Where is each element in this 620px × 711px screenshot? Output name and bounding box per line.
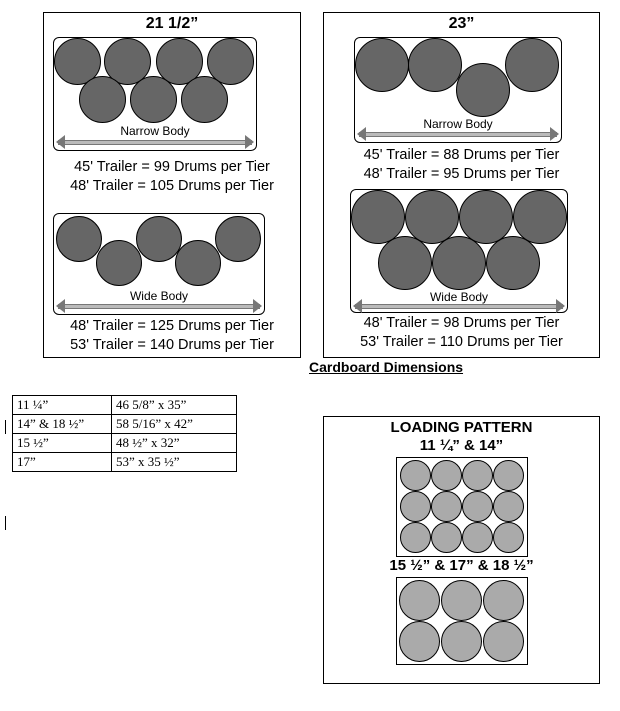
drum (486, 236, 540, 290)
drum (431, 491, 462, 522)
drum (505, 38, 559, 92)
panel-title: 23” (448, 15, 475, 32)
loading-pattern-panel (323, 416, 600, 684)
drum (405, 190, 459, 244)
drum (493, 491, 524, 522)
trailer-capacity: 53' Trailer = 110 Drums per Tier (360, 334, 563, 350)
narrow-body-diagram (354, 37, 562, 143)
trailer-capacity: 48' Trailer = 95 Drums per Tier (363, 166, 560, 182)
large-drum-grid (396, 577, 528, 665)
drum (483, 621, 524, 662)
table-row (13, 396, 237, 415)
drum (56, 216, 102, 262)
size-cell: 14” & 18 ½” (13, 415, 112, 434)
drum (181, 76, 228, 123)
drum (441, 621, 482, 662)
wide-body-diagram (53, 213, 265, 315)
panel-title: 21 1/2” (145, 15, 199, 32)
dims-cell: 58 5/16” x 42” (112, 415, 237, 434)
width-arrow (58, 140, 252, 145)
trailer-capacity: 53' Trailer = 140 Drums per Tier (70, 337, 274, 353)
drum (431, 460, 462, 491)
drum (351, 190, 405, 244)
size-cell: 11 ¼” (13, 396, 112, 415)
trailer-capacity: 48' Trailer = 125 Drums per Tier (70, 318, 274, 334)
dims-cell: 53” x 35 ½” (112, 453, 237, 472)
wide-body-label: Wide Body (429, 290, 489, 304)
drum (462, 460, 493, 491)
drum (462, 522, 493, 553)
drum (378, 236, 432, 290)
loading-pattern-title: LOADING PATTERN (390, 419, 533, 436)
trailer-capacity: 45' Trailer = 88 Drums per Tier (363, 147, 560, 163)
drum (215, 216, 261, 262)
dims-cell: 46 5/8” x 35” (112, 396, 237, 415)
cardboard-table (12, 395, 237, 472)
drum (355, 38, 409, 92)
cardboard-heading: Cardboard Dimensions (309, 359, 464, 375)
drum (399, 580, 440, 621)
drum (441, 580, 482, 621)
drum (175, 240, 221, 286)
narrow-body-label: Narrow Body (120, 124, 190, 138)
drum (483, 580, 524, 621)
drum (96, 240, 142, 286)
width-arrow (58, 304, 260, 309)
drum (400, 522, 431, 553)
drum (431, 522, 462, 553)
drum (400, 491, 431, 522)
narrow-body-diagram (53, 37, 257, 151)
drum (456, 63, 510, 117)
trailer-capacity: 48' Trailer = 105 Drums per Tier (70, 178, 274, 194)
trailer-capacity: 45' Trailer = 99 Drums per Tier (74, 159, 270, 175)
drum (432, 236, 486, 290)
drum (400, 460, 431, 491)
width-arrow (359, 132, 557, 137)
drum (462, 491, 493, 522)
panel-21-5-inch (43, 12, 301, 358)
wide-body-diagram (350, 189, 568, 313)
table-row (13, 453, 237, 472)
width-arrow (355, 304, 563, 309)
drum (399, 621, 440, 662)
size-cell: 17” (13, 453, 112, 472)
small-drum-grid (396, 457, 528, 557)
drum (493, 522, 524, 553)
narrow-body-label: Narrow Body (423, 117, 493, 131)
drum (79, 76, 126, 123)
loading-pattern-subtitle: 11 ¼” & 14” (419, 437, 504, 454)
table-row (13, 415, 237, 434)
wide-body-label: Wide Body (129, 289, 189, 303)
size-cell: 15 ½” (13, 434, 112, 453)
cursor-mark (5, 516, 6, 530)
drum (459, 190, 513, 244)
drum (130, 76, 177, 123)
trailer-capacity: 48' Trailer = 98 Drums per Tier (363, 315, 560, 331)
panel-23-inch (323, 12, 600, 358)
drum (493, 460, 524, 491)
dims-cell: 48 ½” x 32” (112, 434, 237, 453)
table-row (13, 434, 237, 453)
drum (513, 190, 567, 244)
loading-pattern-subtitle: 15 ½” & 17” & 18 ½” (389, 557, 534, 574)
drum (408, 38, 462, 92)
cursor-mark (5, 420, 6, 434)
